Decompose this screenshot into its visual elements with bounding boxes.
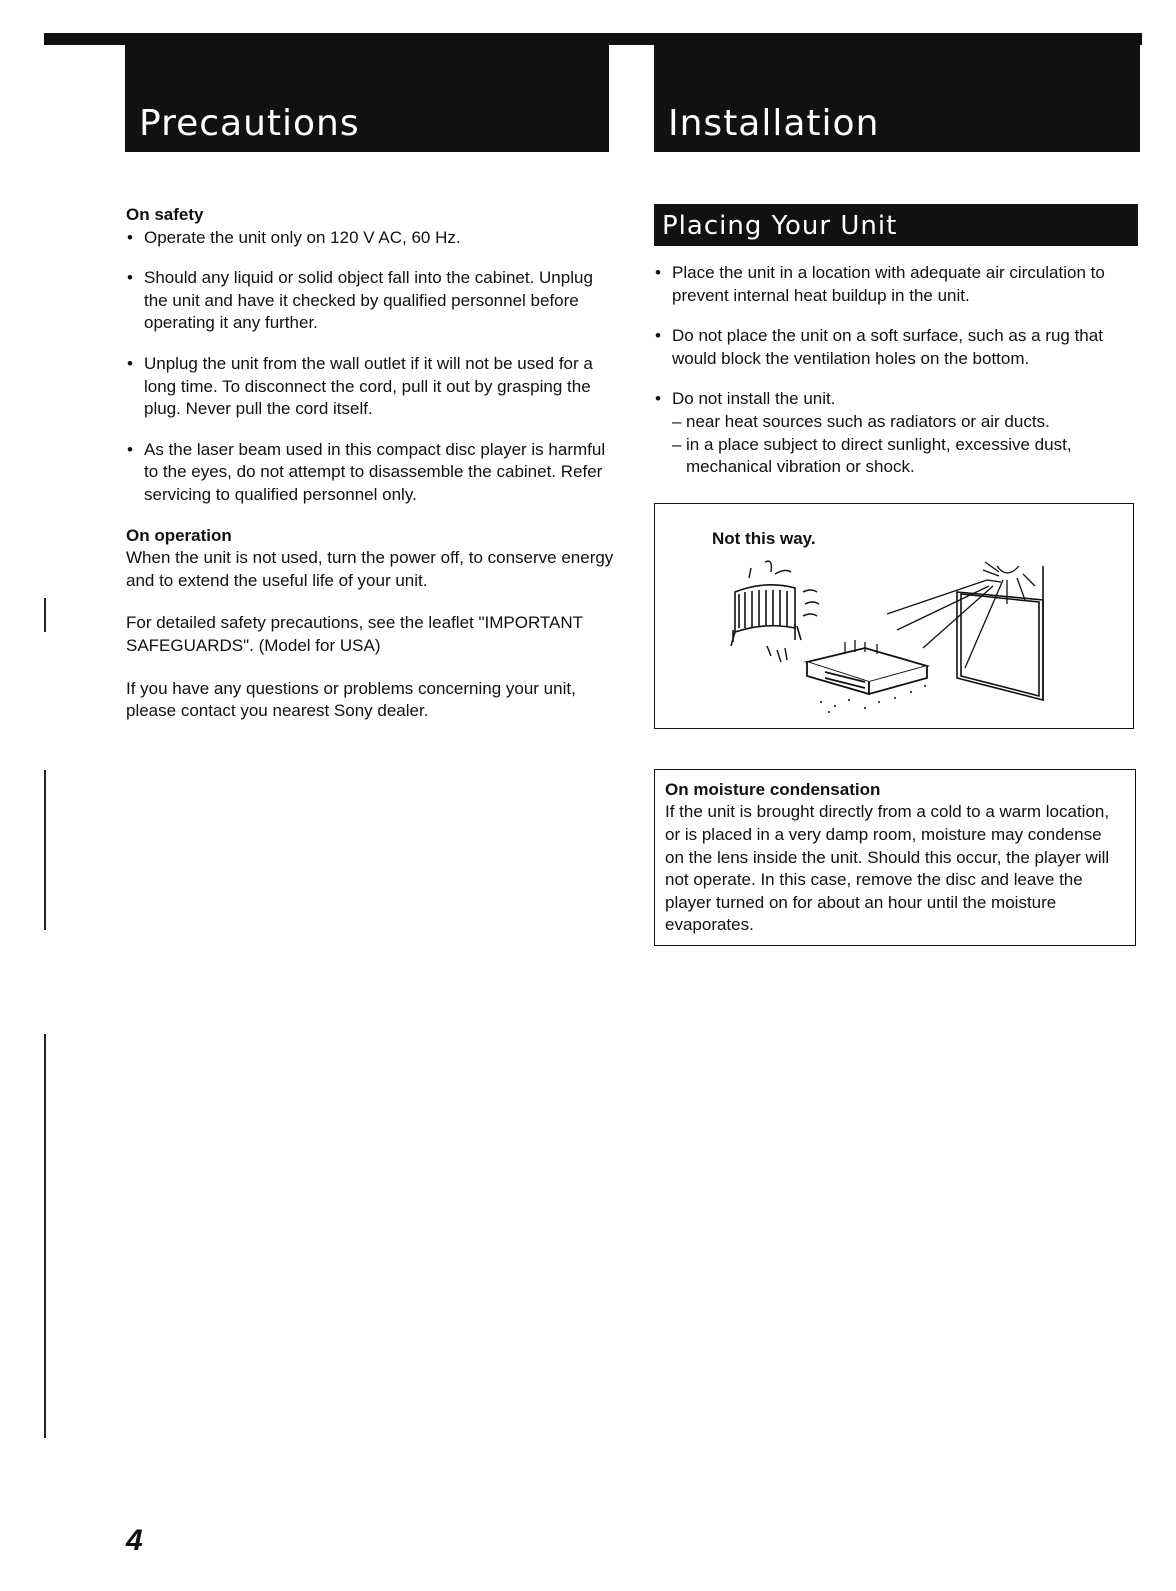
illustration-heater-sun-player xyxy=(725,552,1075,720)
moisture-condensation-box xyxy=(654,769,1136,946)
operation-text: When the unit is not used, turn the power off, to conserve energy and to extend the useful life of your unit. xyxy=(126,548,614,590)
safety-list xyxy=(126,227,616,507)
placement-item: • Do not place the unit on a soft surface, such as a rug that would block the ventilation holes on the bottom. xyxy=(654,325,1138,370)
placement-item: • Do not install the unit. xyxy=(654,388,1138,411)
sub-item-text: in a place subject to direct sunlight, excessive dust, mechanical vibration or shock. xyxy=(686,434,1072,477)
placement-sub-item: – near heat sources such as radiators or air ducts. xyxy=(672,411,1050,431)
page-number: 4 xyxy=(126,1524,143,1557)
safety-item: • Unplug the unit from the wall outlet if it will not be used for a long time. To disconnect the cord, pull it out by grasping the plug. Never pull the cord itself. xyxy=(126,353,616,421)
scan-mark xyxy=(44,1034,46,1438)
safety-heading: On safety xyxy=(126,205,204,224)
figure-caption: Not this way. xyxy=(712,528,816,548)
safety-item: • Should any liquid or solid object fall into the cabinet. Unplug the unit and have it checked by qualified personnel before operating it any further. xyxy=(126,267,616,335)
heater-icon xyxy=(731,585,801,646)
moisture-heading: On moisture condensation xyxy=(665,779,881,799)
placement-item: • Place the unit in a location with adequate air circulation to prevent internal heat buildup in the unit. xyxy=(654,262,1138,307)
installation-header: Installation xyxy=(654,44,1140,152)
precautions-column xyxy=(126,204,616,723)
operation-heading: On operation xyxy=(126,525,232,545)
safety-item: • As the laser beam used in this compact disc player is harmful to the eyes, do not attempt to disassemble the cabinet. Refer servicing to qualified personnel only. xyxy=(126,439,616,507)
not-this-way-figure xyxy=(654,503,1134,729)
leaflet-text: For detailed safety precautions, see the leaflet "IMPORTANT SAFEGUARDS". (Model for USA) xyxy=(126,613,583,655)
placing-your-unit-title: Placing Your Unit xyxy=(654,204,1138,246)
placement-list xyxy=(654,262,1138,411)
scan-mark xyxy=(44,770,46,930)
sub-item-text: near heat sources such as radiators or air ducts. xyxy=(686,411,1050,431)
moisture-text: If the unit is brought directly from a cold to a warm location, or is placed in a very damp room, moisture may condense on the lens inside the unit. Should this occur, the player will not operate. In this case, remove the disc and leave the player turned on for about an hour until the moisture evaporates. xyxy=(665,802,1110,935)
safety-item: • Operate the unit only on 120 V AC, 60 Hz. xyxy=(126,227,616,250)
placement-sub-item: – in a place subject to direct sunlight, excessive dust, mechanical vibration or shock. xyxy=(672,434,1072,477)
precautions-header: Precautions xyxy=(125,44,609,152)
contact-text: If you have any questions or problems concerning your unit, please contact you nearest Sony dealer. xyxy=(126,678,576,721)
installation-column xyxy=(654,204,1138,946)
cd-player-icon xyxy=(807,648,927,694)
scan-mark xyxy=(44,598,46,632)
